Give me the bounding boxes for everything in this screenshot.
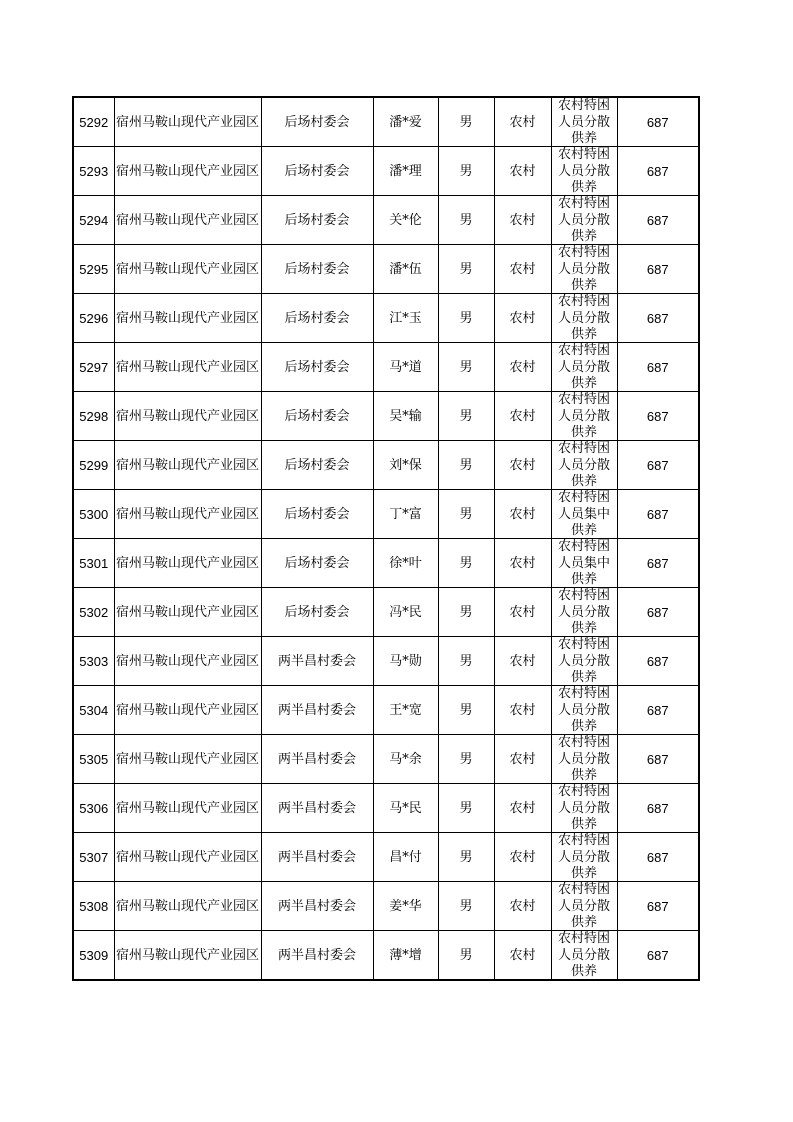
support-category-cell xyxy=(551,441,617,490)
table-row xyxy=(73,490,699,539)
table-row xyxy=(73,343,699,392)
household-type-cell: 农村 xyxy=(494,97,551,147)
village-cell: 两半昌村委会 xyxy=(261,931,373,981)
support-category-text-clip xyxy=(552,98,617,146)
area-cell: 宿州马鞍山现代产业园区 xyxy=(114,539,261,588)
person-name-cell: 昌*付 xyxy=(373,833,438,882)
gender-cell: 男 xyxy=(438,147,494,196)
area-cell: 宿州马鞍山现代产业园区 xyxy=(114,343,261,392)
support-category-text-clip xyxy=(552,784,617,832)
support-category-text-clip xyxy=(552,343,617,391)
village-cell: 后场村委会 xyxy=(261,441,373,490)
row-id-cell: 5293 xyxy=(73,147,114,196)
amount-cell: 687 xyxy=(617,735,699,784)
support-category-text-clip xyxy=(552,245,617,293)
table-row xyxy=(73,735,699,784)
area-cell: 宿州马鞍山现代产业园区 xyxy=(114,686,261,735)
support-category-cell xyxy=(551,245,617,294)
row-id-cell: 5299 xyxy=(73,441,114,490)
area-cell: 宿州马鞍山现代产业园区 xyxy=(114,637,261,686)
support-category-text-clip xyxy=(552,735,617,783)
row-id-cell: 5292 xyxy=(73,97,114,147)
amount-cell: 687 xyxy=(617,833,699,882)
area-cell: 宿州马鞍山现代产业园区 xyxy=(114,294,261,343)
household-type-cell: 农村 xyxy=(494,441,551,490)
row-id-cell: 5297 xyxy=(73,343,114,392)
row-id-cell: 5300 xyxy=(73,490,114,539)
household-type-cell: 农村 xyxy=(494,294,551,343)
support-category-text-clip xyxy=(552,441,617,489)
household-type-cell: 农村 xyxy=(494,833,551,882)
gender-cell: 男 xyxy=(438,686,494,735)
support-category-cell xyxy=(551,294,617,343)
area-cell: 宿州马鞍山现代产业园区 xyxy=(114,196,261,245)
table-row xyxy=(73,931,699,981)
gender-cell: 男 xyxy=(438,441,494,490)
village-cell: 两半昌村委会 xyxy=(261,882,373,931)
support-category-text-clip xyxy=(552,147,617,195)
row-id-cell: 5303 xyxy=(73,637,114,686)
person-name-cell: 江*玉 xyxy=(373,294,438,343)
row-id-cell: 5295 xyxy=(73,245,114,294)
area-cell: 宿州马鞍山现代产业园区 xyxy=(114,245,261,294)
person-name-cell: 马*余 xyxy=(373,735,438,784)
roster-table xyxy=(72,96,700,981)
support-category-text: 农村特困人员分散供养 xyxy=(558,784,611,832)
household-type-cell: 农村 xyxy=(494,245,551,294)
support-category-text-clip xyxy=(552,294,617,342)
amount-cell: 687 xyxy=(617,490,699,539)
household-type-cell: 农村 xyxy=(494,392,551,441)
row-id-cell: 5302 xyxy=(73,588,114,637)
village-cell: 后场村委会 xyxy=(261,490,373,539)
table-row xyxy=(73,784,699,833)
person-name-cell: 潘*爱 xyxy=(373,97,438,147)
person-name-cell: 刘*保 xyxy=(373,441,438,490)
row-id-cell: 5308 xyxy=(73,882,114,931)
table-row xyxy=(73,147,699,196)
roster-sheet xyxy=(72,96,698,981)
village-cell: 两半昌村委会 xyxy=(261,784,373,833)
support-category-text-clip xyxy=(552,686,617,734)
support-category-cell xyxy=(551,686,617,735)
area-cell: 宿州马鞍山现代产业园区 xyxy=(114,784,261,833)
household-type-cell: 农村 xyxy=(494,882,551,931)
support-category-cell xyxy=(551,147,617,196)
person-name-cell: 姜*华 xyxy=(373,882,438,931)
area-cell: 宿州马鞍山现代产业园区 xyxy=(114,490,261,539)
amount-cell: 687 xyxy=(617,931,699,981)
row-id-cell: 5306 xyxy=(73,784,114,833)
support-category-cell xyxy=(551,97,617,147)
amount-cell: 687 xyxy=(617,392,699,441)
support-category-text-clip xyxy=(552,539,617,587)
support-category-cell xyxy=(551,490,617,539)
gender-cell: 男 xyxy=(438,490,494,539)
amount-cell: 687 xyxy=(617,147,699,196)
area-cell: 宿州马鞍山现代产业园区 xyxy=(114,441,261,490)
household-type-cell: 农村 xyxy=(494,931,551,981)
gender-cell: 男 xyxy=(438,637,494,686)
amount-cell: 687 xyxy=(617,588,699,637)
village-cell: 后场村委会 xyxy=(261,392,373,441)
table-row xyxy=(73,833,699,882)
amount-cell: 687 xyxy=(617,343,699,392)
amount-cell: 687 xyxy=(617,539,699,588)
row-id-cell: 5304 xyxy=(73,686,114,735)
household-type-cell: 农村 xyxy=(494,196,551,245)
household-type-cell: 农村 xyxy=(494,686,551,735)
amount-cell: 687 xyxy=(617,196,699,245)
gender-cell: 男 xyxy=(438,539,494,588)
support-category-cell xyxy=(551,196,617,245)
roster-body xyxy=(73,97,699,980)
support-category-text: 农村特困人员分散供养 xyxy=(558,735,611,783)
household-type-cell: 农村 xyxy=(494,588,551,637)
support-category-text-clip xyxy=(552,637,617,685)
support-category-text: 农村特困人员分散供养 xyxy=(558,686,611,734)
table-row xyxy=(73,539,699,588)
village-cell: 后场村委会 xyxy=(261,245,373,294)
table-row xyxy=(73,637,699,686)
support-category-text: 农村特困人员分散供养 xyxy=(558,343,611,391)
row-id-cell: 5307 xyxy=(73,833,114,882)
table-row xyxy=(73,294,699,343)
village-cell: 后场村委会 xyxy=(261,588,373,637)
support-category-text-clip xyxy=(552,833,617,881)
household-type-cell: 农村 xyxy=(494,343,551,392)
amount-cell: 687 xyxy=(617,882,699,931)
support-category-text-clip xyxy=(552,588,617,636)
person-name-cell: 潘*理 xyxy=(373,147,438,196)
household-type-cell: 农村 xyxy=(494,539,551,588)
household-type-cell: 农村 xyxy=(494,784,551,833)
area-cell: 宿州马鞍山现代产业园区 xyxy=(114,392,261,441)
person-name-cell: 薄*增 xyxy=(373,931,438,981)
table-row xyxy=(73,588,699,637)
person-name-cell: 丁*富 xyxy=(373,490,438,539)
gender-cell: 男 xyxy=(438,196,494,245)
support-category-cell xyxy=(551,931,617,981)
village-cell: 后场村委会 xyxy=(261,539,373,588)
village-cell: 后场村委会 xyxy=(261,294,373,343)
person-name-cell: 马*勋 xyxy=(373,637,438,686)
gender-cell: 男 xyxy=(438,294,494,343)
support-category-text: 农村特困人员分散供养 xyxy=(558,833,611,881)
gender-cell: 男 xyxy=(438,735,494,784)
table-row xyxy=(73,441,699,490)
support-category-text: 农村特困人员分散供养 xyxy=(558,392,611,440)
gender-cell: 男 xyxy=(438,392,494,441)
row-id-cell: 5309 xyxy=(73,931,114,981)
support-category-text: 农村特困人员分散供养 xyxy=(558,588,611,636)
area-cell: 宿州马鞍山现代产业园区 xyxy=(114,931,261,981)
gender-cell: 男 xyxy=(438,588,494,637)
village-cell: 后场村委会 xyxy=(261,97,373,147)
person-name-cell: 马*民 xyxy=(373,784,438,833)
support-category-text-clip xyxy=(552,931,617,979)
table-row xyxy=(73,882,699,931)
row-id-cell: 5294 xyxy=(73,196,114,245)
support-category-cell xyxy=(551,784,617,833)
support-category-text: 农村特困人员集中供养 xyxy=(558,490,611,538)
table-row xyxy=(73,686,699,735)
amount-cell: 687 xyxy=(617,686,699,735)
row-id-cell: 5301 xyxy=(73,539,114,588)
amount-cell: 687 xyxy=(617,637,699,686)
person-name-cell: 潘*伍 xyxy=(373,245,438,294)
person-name-cell: 徐*叶 xyxy=(373,539,438,588)
support-category-text: 农村特困人员分散供养 xyxy=(558,441,611,489)
area-cell: 宿州马鞍山现代产业园区 xyxy=(114,735,261,784)
support-category-text-clip xyxy=(552,392,617,440)
support-category-text: 农村特困人员分散供养 xyxy=(558,637,611,685)
support-category-cell xyxy=(551,882,617,931)
person-name-cell: 冯*民 xyxy=(373,588,438,637)
support-category-text: 农村特困人员集中供养 xyxy=(558,539,611,587)
gender-cell: 男 xyxy=(438,245,494,294)
household-type-cell: 农村 xyxy=(494,735,551,784)
support-category-text: 农村特困人员分散供养 xyxy=(558,882,611,930)
household-type-cell: 农村 xyxy=(494,637,551,686)
support-category-cell xyxy=(551,735,617,784)
gender-cell: 男 xyxy=(438,343,494,392)
table-row xyxy=(73,392,699,441)
gender-cell: 男 xyxy=(438,833,494,882)
area-cell: 宿州马鞍山现代产业园区 xyxy=(114,97,261,147)
amount-cell: 687 xyxy=(617,245,699,294)
row-id-cell: 5298 xyxy=(73,392,114,441)
support-category-text-clip xyxy=(552,490,617,538)
village-cell: 后场村委会 xyxy=(261,343,373,392)
amount-cell: 687 xyxy=(617,97,699,147)
gender-cell: 男 xyxy=(438,784,494,833)
gender-cell: 男 xyxy=(438,97,494,147)
person-name-cell: 马*道 xyxy=(373,343,438,392)
table-row xyxy=(73,245,699,294)
support-category-text: 农村特困人员分散供养 xyxy=(558,294,611,342)
support-category-cell xyxy=(551,637,617,686)
village-cell: 两半昌村委会 xyxy=(261,686,373,735)
support-category-text: 农村特困人员分散供养 xyxy=(558,931,611,979)
support-category-text: 农村特困人员分散供养 xyxy=(558,147,611,195)
support-category-text: 农村特困人员分散供养 xyxy=(558,245,611,293)
support-category-text: 农村特困人员分散供养 xyxy=(558,196,611,244)
support-category-cell xyxy=(551,833,617,882)
household-type-cell: 农村 xyxy=(494,490,551,539)
area-cell: 宿州马鞍山现代产业园区 xyxy=(114,588,261,637)
amount-cell: 687 xyxy=(617,441,699,490)
village-cell: 两半昌村委会 xyxy=(261,833,373,882)
support-category-text-clip xyxy=(552,196,617,244)
village-cell: 两半昌村委会 xyxy=(261,637,373,686)
person-name-cell: 吴*输 xyxy=(373,392,438,441)
area-cell: 宿州马鞍山现代产业园区 xyxy=(114,882,261,931)
village-cell: 后场村委会 xyxy=(261,196,373,245)
support-category-text: 农村特困人员分散供养 xyxy=(558,98,611,146)
person-name-cell: 王*宽 xyxy=(373,686,438,735)
amount-cell: 687 xyxy=(617,784,699,833)
support-category-cell xyxy=(551,588,617,637)
area-cell: 宿州马鞍山现代产业园区 xyxy=(114,833,261,882)
village-cell: 后场村委会 xyxy=(261,147,373,196)
amount-cell: 687 xyxy=(617,294,699,343)
row-id-cell: 5296 xyxy=(73,294,114,343)
village-cell: 两半昌村委会 xyxy=(261,735,373,784)
person-name-cell: 关*伦 xyxy=(373,196,438,245)
support-category-cell xyxy=(551,539,617,588)
gender-cell: 男 xyxy=(438,931,494,981)
household-type-cell: 农村 xyxy=(494,147,551,196)
gender-cell: 男 xyxy=(438,882,494,931)
support-category-text-clip xyxy=(552,882,617,930)
support-category-cell xyxy=(551,392,617,441)
table-row xyxy=(73,97,699,147)
row-id-cell: 5305 xyxy=(73,735,114,784)
table-row xyxy=(73,196,699,245)
support-category-cell xyxy=(551,343,617,392)
area-cell: 宿州马鞍山现代产业园区 xyxy=(114,147,261,196)
